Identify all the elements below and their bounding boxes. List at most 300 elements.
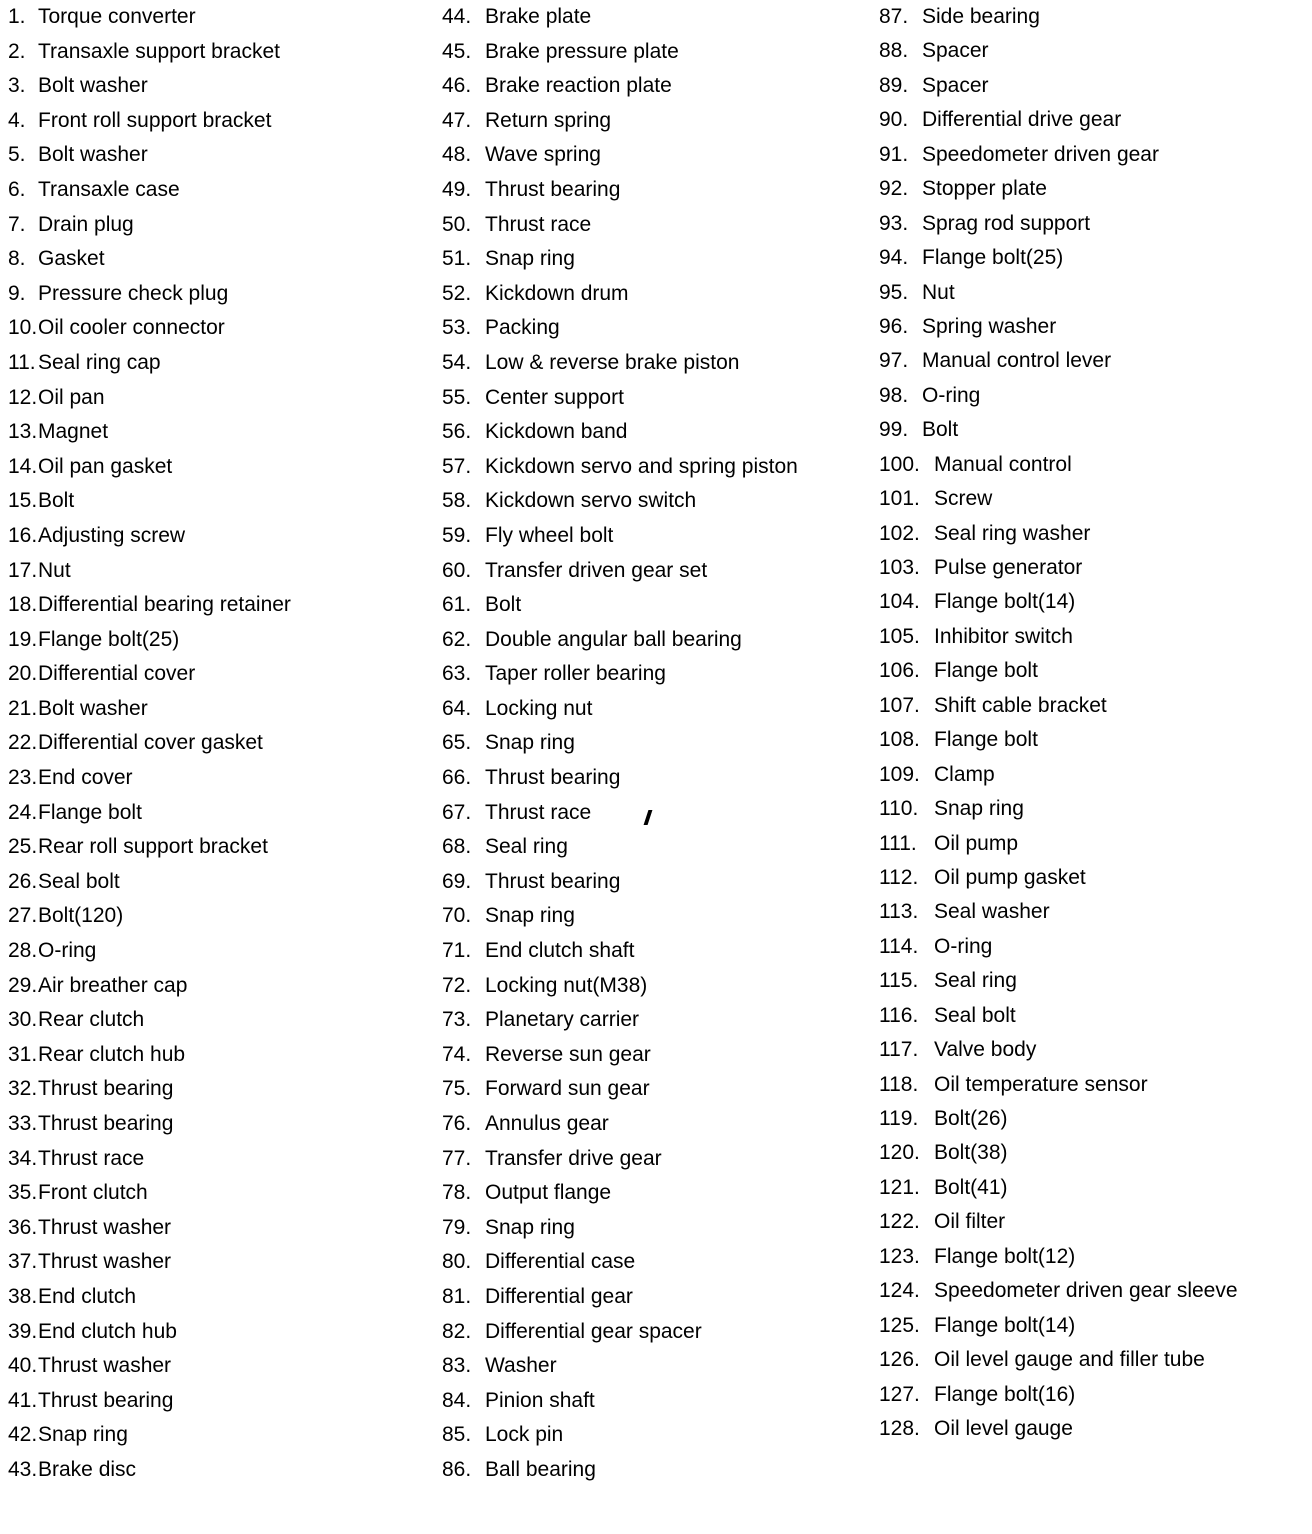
list-item: [879, 482, 1309, 516]
item-label: Thrust race: [38, 1146, 145, 1170]
item-label: Spacer: [922, 73, 989, 97]
item-label: Bolt: [922, 418, 959, 442]
item-number: 39.: [8, 1319, 38, 1343]
item-label: Seal ring: [934, 969, 1017, 993]
item-number: 58.: [442, 489, 472, 513]
item-number: 122.: [879, 1210, 920, 1234]
item-number: 114.: [879, 934, 919, 958]
list-item: [8, 0, 428, 35]
list-item: [8, 208, 428, 243]
item-label: Snap ring: [485, 731, 575, 755]
item-label: Snap ring: [485, 1215, 575, 1239]
item-number: 27.: [8, 904, 38, 928]
item-number: 19.: [8, 627, 38, 651]
item-label: Thrust washer: [38, 1250, 172, 1274]
list-item: [879, 930, 1309, 964]
item-label: Flange bolt(25): [922, 246, 1064, 270]
item-label: Valve body: [934, 1038, 1037, 1062]
item-label: O-ring: [934, 934, 993, 958]
list-item: [442, 588, 862, 623]
item-number: 93.: [879, 211, 909, 235]
list-item: [442, 692, 862, 727]
list-item: [442, 242, 862, 277]
list-item: [8, 484, 428, 519]
item-label: Differential bearing retainer: [38, 593, 291, 617]
item-label: Oil level gauge and filler tube: [934, 1348, 1205, 1372]
list-item: [442, 657, 862, 692]
list-item: [8, 588, 428, 623]
item-number: 28.: [8, 939, 38, 963]
item-number: 66.: [442, 766, 472, 790]
item-number: 41.: [8, 1388, 38, 1412]
list-item: [8, 1349, 428, 1384]
item-number: 85.: [442, 1423, 472, 1447]
item-number: 14.: [8, 454, 38, 478]
item-label: Seal ring cap: [38, 350, 161, 374]
item-label: Taper roller bearing: [485, 662, 666, 686]
item-label: Differential gear spacer: [485, 1319, 702, 1343]
item-number: 78.: [442, 1181, 472, 1205]
item-label: End cover: [38, 766, 133, 790]
item-label: Differential case: [485, 1250, 636, 1274]
item-label: Brake disc: [38, 1457, 137, 1481]
list-item: [879, 1343, 1309, 1377]
item-label: Nut: [922, 280, 955, 304]
item-number: 56.: [442, 420, 472, 444]
item-number: 52.: [442, 281, 472, 305]
item-label: Flange bolt: [934, 728, 1038, 752]
list-item: [8, 381, 428, 416]
item-number: 104.: [879, 590, 920, 614]
list-item: [8, 450, 428, 485]
item-number: 7.: [8, 212, 26, 236]
item-number: 120.: [879, 1141, 920, 1165]
item-number: 121.: [879, 1175, 920, 1199]
list-item: [879, 34, 1309, 68]
list-item: [442, 69, 862, 104]
item-number: 111.: [879, 831, 917, 855]
item-number: 34.: [8, 1146, 38, 1170]
item-label: Seal bolt: [38, 869, 120, 893]
item-number: 32.: [8, 1077, 38, 1101]
item-number: 61.: [442, 593, 472, 617]
list-item: [879, 1068, 1309, 1102]
list-item: [8, 519, 428, 554]
list-item: [879, 1378, 1309, 1412]
list-item: [879, 620, 1309, 654]
item-number: 83.: [442, 1354, 472, 1378]
list-item: [8, 242, 428, 277]
item-label: Rear clutch: [38, 1008, 145, 1032]
list-item: [8, 796, 428, 831]
list-item: [8, 1453, 428, 1488]
list-item: [442, 173, 862, 208]
item-label: Thrust bearing: [38, 1112, 174, 1135]
item-label: Seal ring washer: [934, 521, 1091, 545]
item-number: 38.: [8, 1284, 38, 1308]
item-number: 73.: [442, 1008, 472, 1032]
list-item: [879, 758, 1309, 792]
item-label: Lock pin: [485, 1423, 564, 1447]
item-label: Speedometer driven gear: [922, 142, 1159, 166]
item-label: O-ring: [922, 383, 981, 407]
list-item: [879, 1240, 1309, 1274]
list-item: [8, 865, 428, 900]
item-number: 20.: [8, 662, 38, 686]
list-item: [879, 792, 1309, 826]
list-item: [442, 138, 862, 173]
list-item: [879, 517, 1309, 551]
item-number: 77.: [442, 1146, 472, 1170]
list-item: [442, 1003, 862, 1038]
item-number: 15.: [8, 489, 38, 513]
item-label: Pressure check plug: [38, 281, 229, 305]
item-label: Double angular ball bearing: [485, 627, 742, 651]
list-item: [879, 1412, 1309, 1446]
item-number: 87.: [879, 5, 909, 28]
item-number: 92.: [879, 177, 909, 201]
item-number: 16.: [8, 523, 38, 547]
list-item: [8, 104, 428, 139]
item-number: 50.: [442, 212, 472, 236]
parts-column-1: [8, 0, 428, 1488]
list-item: [442, 1211, 862, 1246]
list-item: [442, 381, 862, 416]
item-number: 108.: [879, 728, 920, 752]
item-number: 13.: [8, 420, 38, 444]
item-number: 2.: [8, 39, 26, 63]
item-number: 33.: [8, 1112, 38, 1135]
item-number: 45.: [442, 39, 472, 63]
item-number: 110.: [879, 797, 919, 821]
list-item: [8, 899, 428, 934]
item-number: 35.: [8, 1181, 38, 1205]
list-item: [8, 830, 428, 865]
item-number: 94.: [879, 246, 909, 270]
item-label: Flange bolt(14): [934, 1313, 1076, 1337]
item-number: 101.: [879, 487, 920, 511]
item-label: End clutch shaft: [485, 939, 635, 963]
item-label: Kickdown servo switch: [485, 489, 697, 513]
item-number: 124.: [879, 1279, 920, 1303]
item-label: Flange bolt(12): [934, 1244, 1076, 1268]
list-item: [442, 899, 862, 934]
list-item: [442, 35, 862, 70]
item-number: 31.: [8, 1042, 38, 1066]
list-item: [442, 311, 862, 346]
item-number: 4.: [8, 108, 26, 132]
list-item: [879, 723, 1309, 757]
list-item: [8, 35, 428, 70]
item-label: Spring washer: [922, 314, 1057, 338]
list-item: [442, 969, 862, 1004]
item-number: 23.: [8, 766, 38, 790]
item-label: Oil pan gasket: [38, 454, 173, 478]
item-label: End clutch hub: [38, 1319, 177, 1343]
item-number: 96.: [879, 314, 909, 338]
item-label: Magnet: [38, 420, 109, 444]
item-label: Bolt washer: [38, 74, 148, 98]
item-label: Flange bolt(14): [934, 590, 1076, 614]
item-number: 71.: [442, 939, 472, 963]
list-item: [879, 172, 1309, 206]
item-number: 44.: [442, 5, 472, 28]
list-item: [442, 1142, 862, 1177]
item-number: 11.: [8, 350, 36, 374]
item-label: Thrust bearing: [485, 766, 621, 790]
item-number: 117.: [879, 1038, 919, 1062]
list-item: [442, 1038, 862, 1073]
item-label: Return spring: [485, 108, 612, 132]
item-number: 125.: [879, 1313, 920, 1337]
item-label: Low & reverse brake piston: [485, 350, 740, 374]
list-item: [442, 1280, 862, 1315]
list-item: [8, 934, 428, 969]
item-label: Snap ring: [485, 247, 575, 271]
item-label: Differential drive gear: [922, 108, 1122, 132]
item-label: Flange bolt: [934, 659, 1038, 683]
item-number: 86.: [442, 1457, 472, 1481]
item-number: 51.: [442, 247, 472, 271]
list-item: [879, 1309, 1309, 1343]
list-item: [8, 1384, 428, 1419]
item-number: 112.: [879, 865, 919, 889]
list-item: [879, 310, 1309, 344]
item-number: 113.: [879, 900, 919, 924]
item-number: 116.: [879, 1003, 919, 1027]
item-number: 18.: [8, 593, 38, 617]
item-label: Drain plug: [38, 212, 134, 236]
item-number: 103.: [879, 556, 920, 579]
list-item: [879, 344, 1309, 378]
list-item: [879, 551, 1309, 585]
item-label: Speedometer driven gear sleeve: [934, 1279, 1238, 1303]
list-item: [879, 654, 1309, 688]
item-number: 59.: [442, 523, 472, 547]
item-label: Ball bearing: [485, 1457, 596, 1481]
item-label: Wave spring: [485, 143, 601, 167]
item-label: Oil cooler connector: [38, 316, 225, 340]
item-label: Snap ring: [38, 1423, 128, 1447]
item-number: 53.: [442, 316, 472, 340]
list-item: [442, 1315, 862, 1350]
parts-column-2: [442, 0, 862, 1488]
item-label: Transfer drive gear: [485, 1146, 662, 1170]
list-item: [8, 1245, 428, 1280]
item-number: 40.: [8, 1354, 38, 1378]
item-number: 55.: [442, 385, 472, 409]
item-label: Air breather cap: [38, 973, 188, 997]
list-item: [442, 623, 862, 658]
item-number: 118.: [879, 1072, 919, 1096]
item-label: Kickdown servo and spring piston: [485, 454, 798, 478]
item-label: Manual control lever: [922, 349, 1112, 373]
list-item: [879, 276, 1309, 310]
item-number: 48.: [442, 143, 472, 167]
item-label: Bolt: [38, 489, 75, 513]
item-number: 95.: [879, 280, 909, 304]
item-label: Locking nut(M38): [485, 973, 648, 997]
item-number: 25.: [8, 835, 38, 859]
list-item: [442, 934, 862, 969]
list-item: [8, 761, 428, 796]
item-label: Clamp: [934, 762, 995, 786]
item-label: Gasket: [38, 247, 105, 271]
list-item: [442, 1384, 862, 1419]
item-label: Thrust bearing: [485, 177, 621, 201]
item-number: 12.: [8, 385, 38, 409]
list-item: [8, 1176, 428, 1211]
item-number: 62.: [442, 627, 472, 651]
item-label: Snap ring: [485, 904, 575, 928]
item-number: 43.: [8, 1457, 38, 1481]
list-item: [879, 585, 1309, 619]
item-label: Thrust bearing: [38, 1077, 174, 1101]
item-number: 17.: [8, 558, 38, 582]
item-label: Bolt: [485, 593, 522, 617]
list-item: [879, 861, 1309, 895]
list-item: [879, 1274, 1309, 1308]
item-number: 1.: [8, 5, 26, 28]
item-label: Bolt(41): [934, 1175, 1008, 1199]
item-label: Thrust bearing: [38, 1388, 174, 1412]
item-label: Annulus gear: [485, 1112, 609, 1135]
item-number: 75.: [442, 1077, 472, 1101]
item-number: 68.: [442, 835, 472, 859]
item-label: Transaxle support bracket: [38, 39, 281, 63]
parts-column-3: [879, 0, 1309, 1446]
item-label: Shift cable bracket: [934, 693, 1107, 717]
item-number: 98.: [879, 383, 909, 407]
item-number: 107.: [879, 693, 920, 717]
item-number: 26.: [8, 869, 38, 893]
item-label: Front clutch: [38, 1181, 148, 1205]
item-label: Bolt(38): [934, 1141, 1008, 1165]
item-number: 64.: [442, 696, 472, 720]
item-number: 30.: [8, 1008, 38, 1032]
list-item: [442, 1349, 862, 1384]
list-item: [8, 138, 428, 173]
list-item: [8, 346, 428, 381]
item-label: Nut: [38, 558, 71, 582]
item-label: Packing: [485, 316, 560, 340]
item-number: 123.: [879, 1244, 920, 1268]
list-item: [442, 726, 862, 761]
item-number: 115.: [879, 969, 919, 993]
item-label: Snap ring: [934, 797, 1024, 821]
item-label: Output flange: [485, 1181, 612, 1205]
item-number: 60.: [442, 558, 472, 582]
item-number: 119.: [879, 1107, 919, 1130]
item-label: Rear clutch hub: [38, 1042, 186, 1066]
list-item: [8, 1003, 428, 1038]
list-item: [8, 415, 428, 450]
list-item: [442, 554, 862, 589]
list-item: [442, 1176, 862, 1211]
item-number: 106.: [879, 659, 920, 683]
item-number: 91.: [879, 142, 909, 166]
item-label: Seal ring: [485, 835, 568, 859]
item-label: Kickdown band: [485, 420, 628, 444]
item-number: 109.: [879, 762, 920, 786]
item-number: 88.: [879, 39, 909, 63]
item-number: 89.: [879, 73, 909, 97]
list-item: [442, 865, 862, 900]
list-item: [879, 448, 1309, 482]
list-item: [8, 1418, 428, 1453]
item-number: 22.: [8, 731, 38, 755]
list-item: [442, 519, 862, 554]
item-label: Brake pressure plate: [485, 39, 679, 63]
list-item: [8, 69, 428, 104]
list-item: [8, 1072, 428, 1107]
list-item: [442, 484, 862, 519]
item-label: O-ring: [38, 939, 97, 963]
item-number: 65.: [442, 731, 472, 755]
item-label: Kickdown drum: [485, 281, 629, 305]
item-label: Stopper plate: [922, 177, 1047, 201]
item-label: Oil pan: [38, 385, 105, 409]
item-number: 63.: [442, 662, 472, 686]
item-number: 80.: [442, 1250, 472, 1274]
list-item: [879, 999, 1309, 1033]
list-item: [442, 1072, 862, 1107]
list-item: [8, 623, 428, 658]
item-number: 76.: [442, 1112, 472, 1135]
item-label: Pinion shaft: [485, 1388, 595, 1412]
item-label: Fly wheel bolt: [485, 523, 614, 547]
list-item: [8, 554, 428, 589]
list-item: [8, 1107, 428, 1142]
item-number: 57.: [442, 454, 472, 478]
list-item: [442, 1453, 862, 1488]
item-number: 67.: [442, 800, 472, 824]
item-number: 36.: [8, 1215, 38, 1239]
item-label: Bolt(120): [38, 904, 124, 928]
item-number: 126.: [879, 1348, 920, 1372]
item-label: Oil level gauge: [934, 1416, 1073, 1440]
item-label: Screw: [934, 487, 993, 511]
item-label: Differential cover gasket: [38, 731, 263, 755]
item-label: Differential gear: [485, 1284, 633, 1308]
item-number: 82.: [442, 1319, 472, 1343]
list-item: [442, 277, 862, 312]
list-item: [879, 1033, 1309, 1067]
item-number: 74.: [442, 1042, 472, 1066]
list-item: [442, 208, 862, 243]
item-number: 84.: [442, 1388, 472, 1412]
item-label: Thrust race: [485, 800, 592, 824]
item-label: Planetary carrier: [485, 1008, 640, 1032]
item-label: Seal bolt: [934, 1003, 1016, 1027]
item-label: Transaxle case: [38, 177, 180, 201]
item-number: 8.: [8, 247, 26, 271]
item-label: Pulse generator: [934, 556, 1083, 579]
item-label: Oil filter: [934, 1210, 1006, 1234]
item-number: 90.: [879, 108, 909, 132]
list-item: [442, 761, 862, 796]
item-label: End clutch: [38, 1284, 137, 1308]
item-number: 105.: [879, 624, 920, 648]
list-item: [879, 413, 1309, 447]
item-label: Flange bolt(25): [38, 627, 180, 651]
list-item: [879, 1102, 1309, 1136]
item-label: Locking nut: [485, 696, 593, 720]
list-item: [442, 415, 862, 450]
item-label: Thrust washer: [38, 1354, 172, 1378]
item-label: Spacer: [922, 39, 989, 63]
item-label: Brake plate: [485, 5, 592, 28]
